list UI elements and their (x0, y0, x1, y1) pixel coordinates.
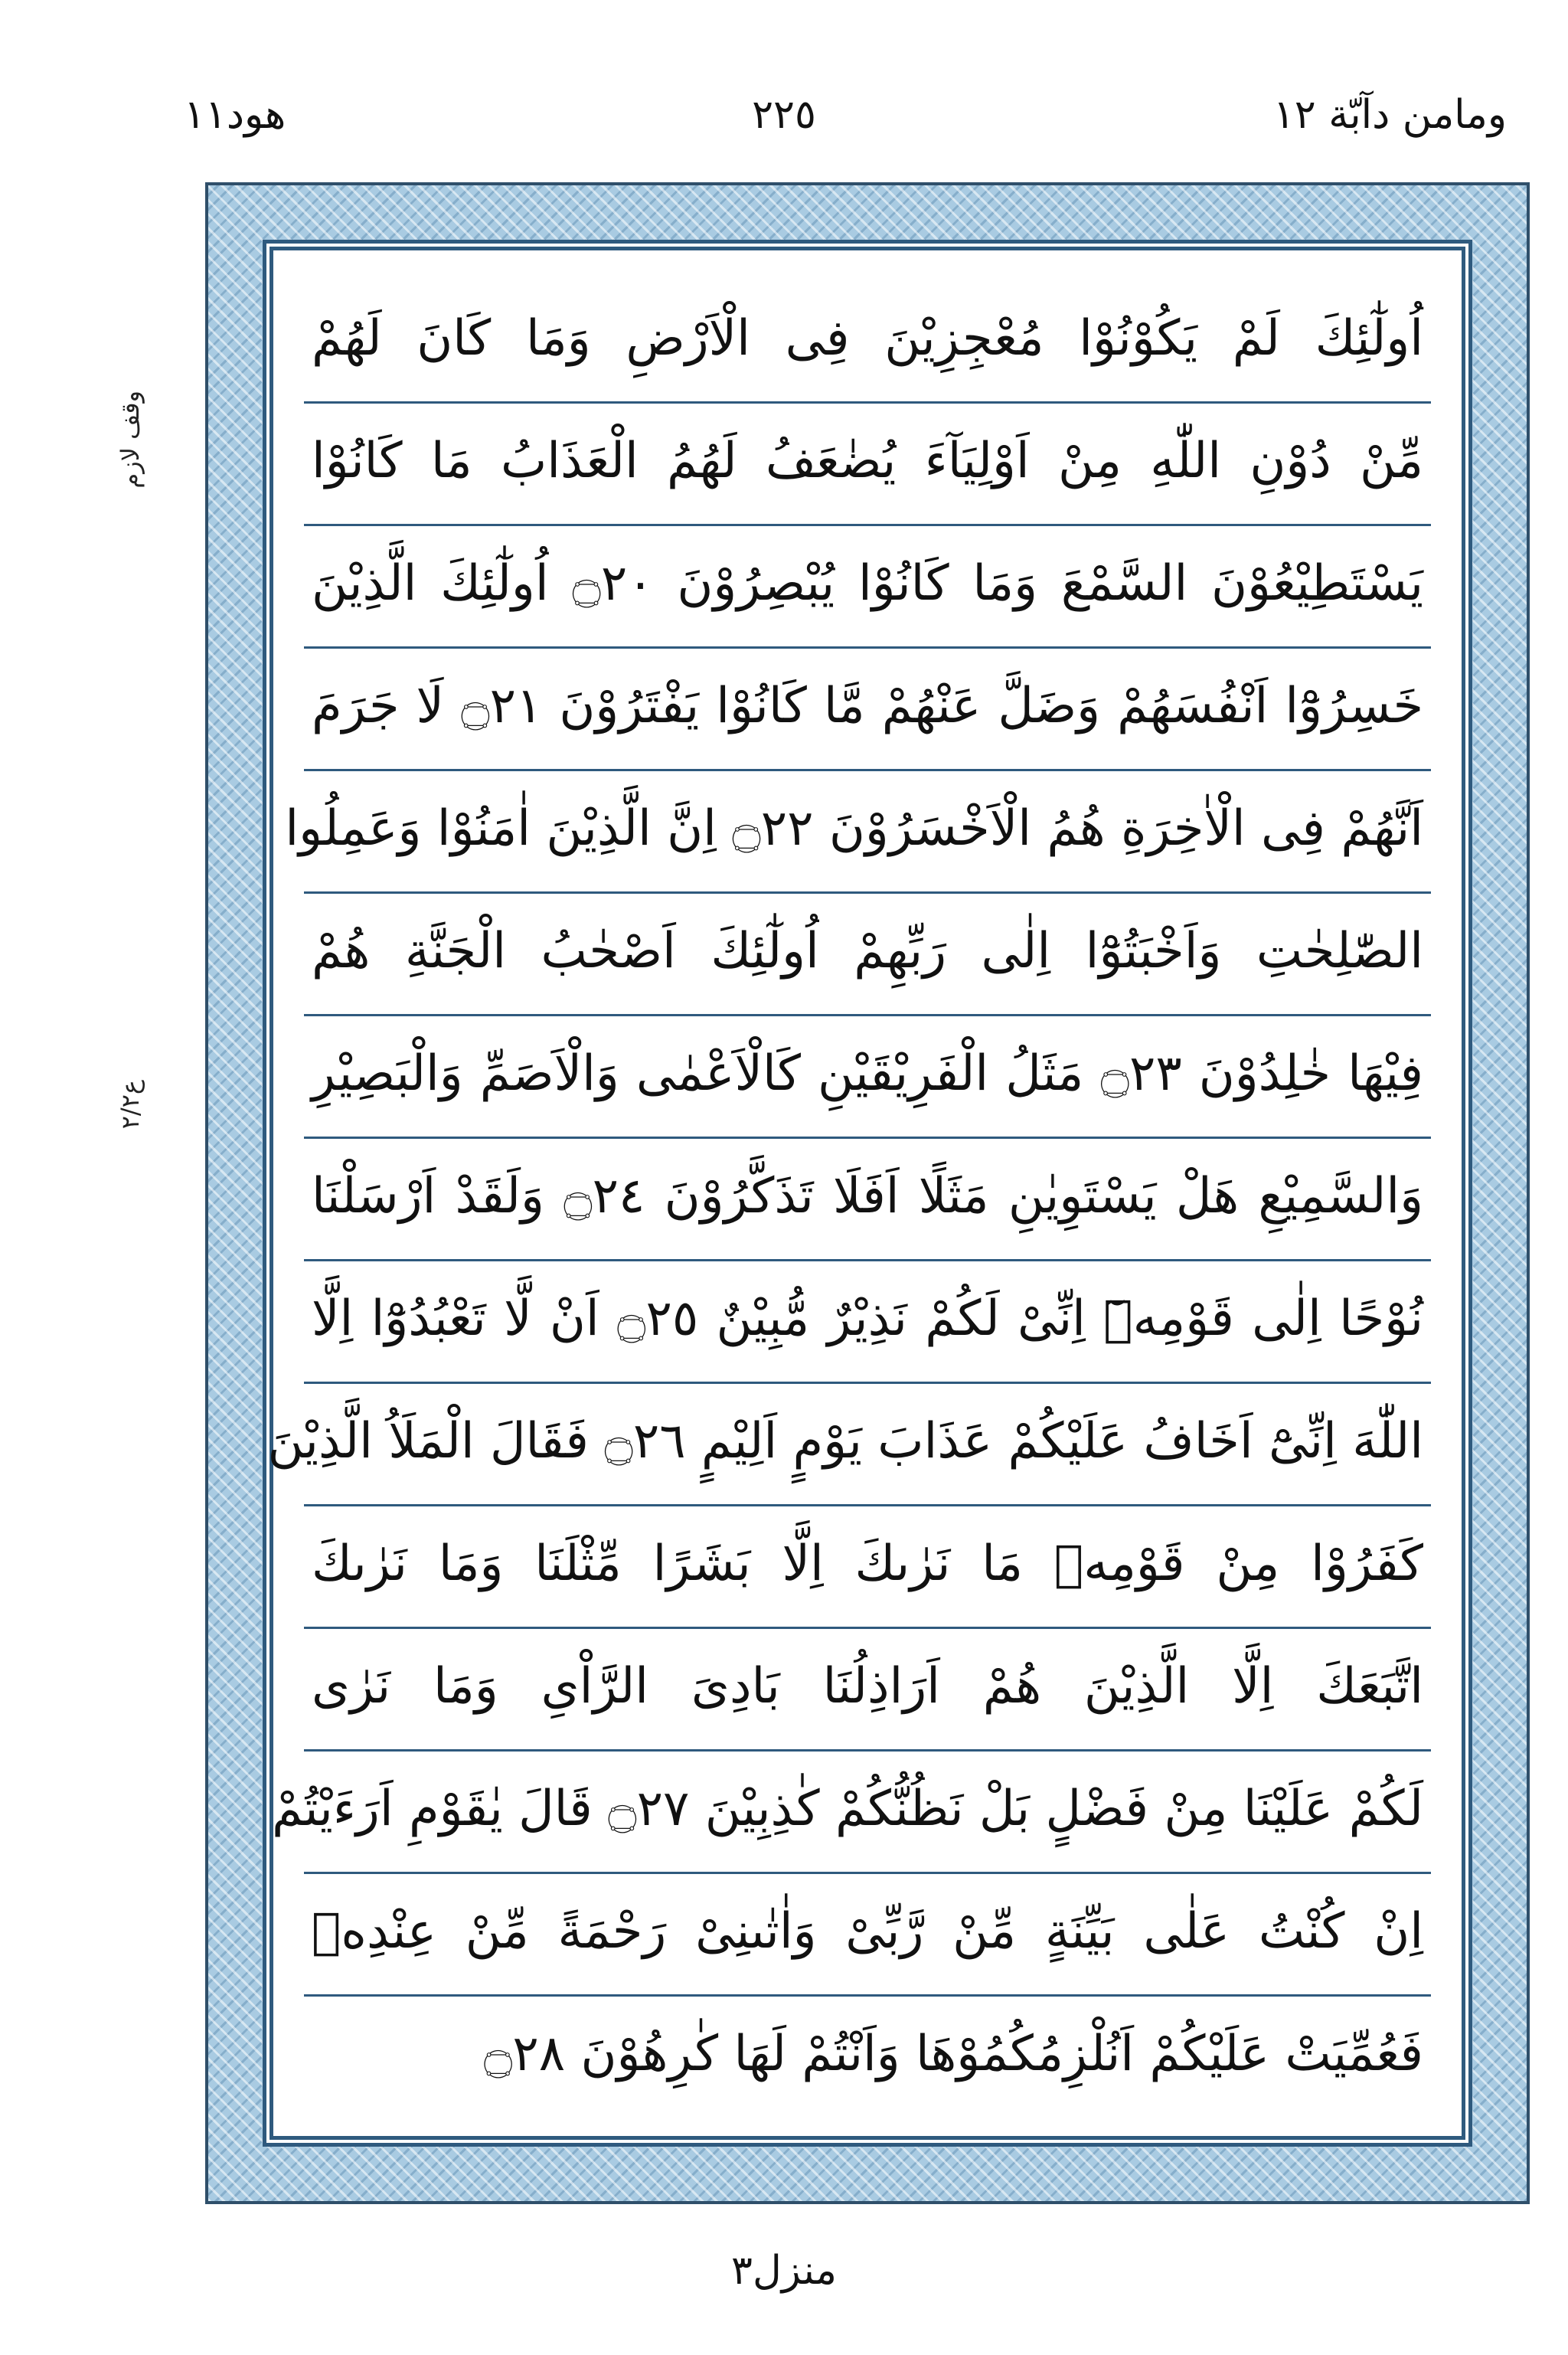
verse-line-5: اَنَّهُمْ فِى الْاٰخِرَةِ هُمُ الْاَخْسَرُوْنَ ۝٢٢ اِنَّ الَّذِيْنَ اٰمَنُوْا وَعَمِلُوا (304, 771, 1431, 894)
juz-label: ومامن دآبّة ١٢ (1272, 92, 1507, 138)
verse-line-3: يَسْتَطِيْعُوْنَ السَّمْعَ وَمَا كَانُوْا يُبْصِرُوْنَ ۝٢٠ اُولٰٓئِكَ الَّذِيْنَ (304, 526, 1431, 649)
verse-line-12: اتَّبَعَكَ اِلَّا الَّذِيْنَ هُمْ اَرَاذِلُنَا بَادِىَ الرَّاْىِ وَمَا نَرٰى (304, 1629, 1431, 1752)
verse-line-10: اللّٰهَ اِنِّىْٓ اَخَافُ عَلَيْكُمْ عَذَابَ يَوْمٍ اَلِيْمٍ ۝٢٦ فَقَالَ الْمَلَاُ الَّذِيْنَ (304, 1384, 1431, 1506)
ornamental-border (205, 182, 1530, 2204)
text-panel (267, 247, 1465, 2140)
verse-lines (267, 281, 1431, 2105)
verse-line-9: نُوْحًا اِلٰى قَوْمِهٖٓ اِنِّىْ لَكُمْ نَذِيْرٌ مُّبِيْنٌ ۝٢٥ اَنْ لَّا تَعْبُدُوْٓا اِلَّا (304, 1261, 1431, 1384)
verse-line-15: فَعُمِّيَتْ عَلَيْكُمْ اَنُلْزِمُكُمُوْهَا وَاَنْتُمْ لَهَا كٰرِهُوْنَ ۝٢٨ (483, 2026, 1423, 2082)
margin-note-waqf: وقف لازم (116, 391, 145, 489)
verse-line-11: كَفَرُوْا مِنْ قَوْمِهٖ مَا نَرٰىكَ اِلَّا بَشَرًا مِّثْلَنَا وَمَا نَرٰىكَ (304, 1506, 1431, 1629)
verse-line-2: مِّنْ دُوْنِ اللّٰهِ مِنْ اَوْلِيَآءَ يُضٰعَفُ لَهُمُ الْعَذَابُ مَا كَانُوْا (304, 404, 1431, 526)
verse-line-8: وَالسَّمِيْعِ هَلْ يَسْتَوِيٰنِ مَثَلًا اَفَلَا تَذَكَّرُوْنَ ۝٢٤ وَلَقَدْ اَرْسَلْنَا (304, 1139, 1431, 1261)
page-number: ٢٢٥ (752, 92, 816, 138)
surah-label: هود١١ (184, 92, 286, 138)
verse-line-7: فِيْهَا خٰلِدُوْنَ ۝٢٣ مَثَلُ الْفَرِيْقَيْنِ كَالْاَعْمٰى وَالْاَصَمِّ وَالْبَصِيْرِ (304, 1016, 1431, 1139)
manzil-footer: منزل٣ (731, 2248, 837, 2294)
verse-line-14: اِنْ كُنْتُ عَلٰى بَيِّنَةٍ مِّنْ رَّبِّىْ وَاٰتٰىنِىْ رَحْمَةً مِّنْ عِنْدِهٖ (304, 1874, 1431, 1997)
verse-line-1: اُولٰٓئِكَ لَمْ يَكُوْنُوْا مُعْجِزِيْنَ فِى الْاَرْضِ وَمَا كَانَ لَهُمْ (304, 281, 1431, 404)
verse-line-4: خَسِرُوْٓا اَنْفُسَهُمْ وَضَلَّ عَنْهُمْ مَّا كَانُوْا يَفْتَرُوْنَ ۝٢١ لَا جَرَمَ (304, 649, 1431, 771)
verse-line-13: لَكُمْ عَلَيْنَا مِنْ فَضْلٍ بَلْ نَظُنُّكُمْ كٰذِبِيْنَ ۝٢٧ قَالَ يٰقَوْمِ اَرَءَيْتُمْ (304, 1752, 1431, 1874)
page-header (0, 84, 1568, 153)
verse-line-6: الصّٰلِحٰتِ وَاَخْبَتُوْٓا اِلٰى رَبِّهِمْ اُولٰٓئِكَ اَصْحٰبُ الْجَنَّةِ هُمْ (304, 894, 1431, 1016)
margin-note-ruku: ع٢/٢ (116, 1080, 145, 1130)
